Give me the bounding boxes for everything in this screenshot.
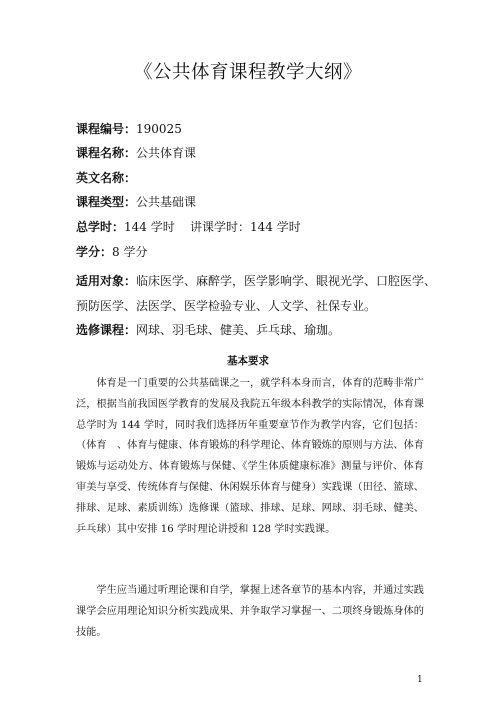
target-value: 临床医学、麻醉学，医学影响学、眼视光学、口腔医学、预防医学、法医学、医学检验专业、人文学、社保专业。 (76, 274, 437, 313)
elective-label: 选修课程： (76, 323, 137, 337)
english-name-label: 英文名称： (76, 171, 137, 185)
course-code-value: 190025 (136, 122, 182, 136)
credit-value: 8 学分 (112, 245, 148, 259)
target-label: 适用对象： (76, 274, 137, 288)
course-name-value: 公共体育课 (136, 146, 197, 160)
english-name-row (76, 169, 446, 187)
section-heading: 基本要求 (227, 355, 269, 367)
elective-row (76, 321, 446, 339)
course-type-row (76, 193, 446, 211)
course-name-row (76, 144, 446, 162)
credit-row (76, 243, 446, 261)
hours-row (76, 218, 446, 236)
target-row (76, 269, 446, 319)
course-name-label: 课程名称： (76, 146, 137, 160)
course-code-label: 课程编号： (76, 122, 137, 136)
course-type-value: 公共基础课 (136, 195, 197, 209)
hours-value: 144 学时 讲课学时：144 学时 (124, 220, 301, 234)
paragraph-1: 体育是一门重要的公共基础课之一，就学科本身而言，体育的范畴非常广泛，根据当前我国医学教育的发展及我院五年级本科教学的实际情况，体育课总学时为 144 学时，同时我们选择历年重要章节作为教学内容，它们包括：（体育 、体育与健康、体育锻炼的科学理论、体育锻炼的原则与方法、体育锻炼与运动处方、体育锻炼与保健、《学生体质健康标准》测量与评价、体育审美与享受、传统体育与保健、休闲娱乐体育与健身）实践课（田径、篮球、排球、足球、素质训练）选修课（篮球、排球、足球、网球、羽毛球、健美、乒乓球）其中安排 16 学时理论讲授和 128 学时实践课。 (76, 378, 424, 535)
page-number: 1 (417, 675, 423, 685)
hours-label: 总学时： (76, 220, 125, 234)
elective-value: 网球、羽毛球、健美、乒乓球、瑜珈。 (136, 323, 341, 337)
course-code-row (76, 120, 446, 138)
credit-label: 学分： (76, 245, 113, 259)
course-type-label: 课程类型： (76, 195, 137, 209)
paragraph-2: 学生应当通过听理论课和自学，掌握上述各章节的基本内容，并通过实践课学会应用理论知识分析实践成果、并争取学习掌握一、二项终身锻炼身体的技能。 (76, 585, 424, 638)
document-title: 《公共体育课程教学大纲》 (133, 62, 362, 83)
